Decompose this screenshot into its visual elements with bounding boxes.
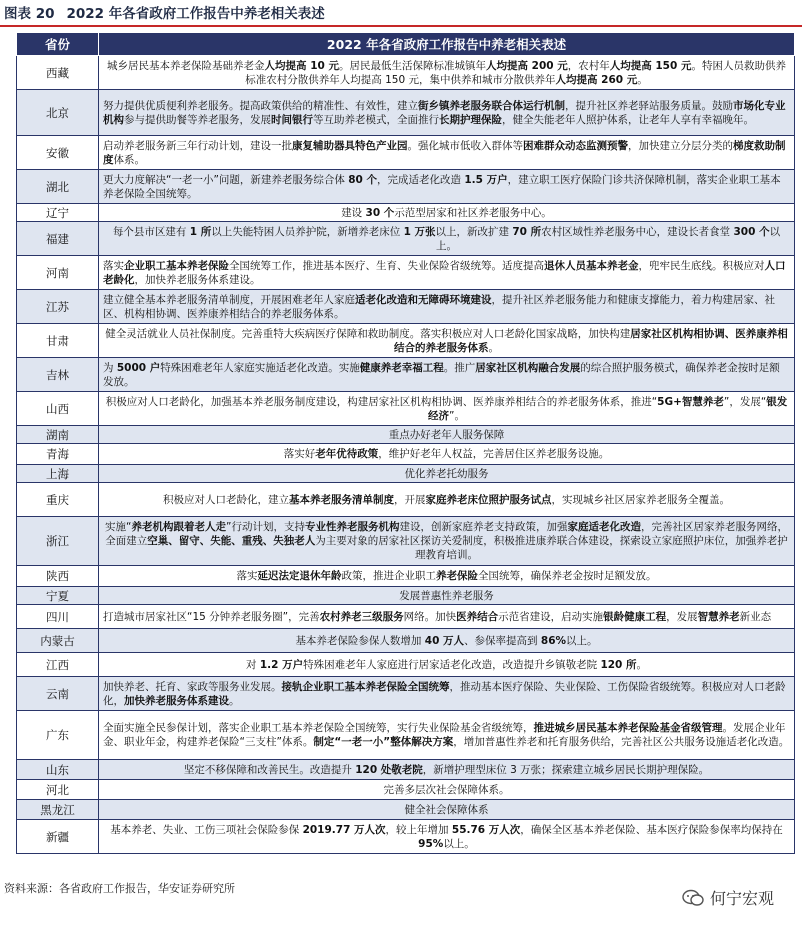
highlight-text: 街乡镇养老服务联合体运行机制 [418,99,565,112]
description-text: 。 [229,694,240,707]
province-cell: 福建 [17,222,99,256]
description-text: 以上，新改扩建 [435,225,513,238]
description-text: 农村区域性养老服务中心，建设长者食堂 [541,225,734,238]
description-cell [99,170,795,204]
province-cell: 湖南 [17,426,99,444]
description-text: 以上。 [443,837,475,850]
table-row [17,653,795,677]
description-text: 努力提供优质便利养老服务。提高政策供给的精准性、有效性，建立 [103,99,418,112]
description-text: 基本养老、失业、工伤三项社会保险参保 [110,823,303,836]
table-row [17,800,795,820]
description-cell [99,290,795,324]
description-text: 、参保率提高到 [464,634,541,647]
description-text: 启动养老服务新三年行动计划，建设一批 [103,139,292,152]
description-text: ”行动计划，支持 [226,521,305,533]
highlight-text: 120 所 [600,658,637,671]
province-cell: 重庆 [17,483,99,517]
highlight-text: 120 处敬老院 [355,763,423,776]
province-cell: 广东 [17,711,99,760]
description-text: 积极应对人口老龄化，加强基本养老服务制度建设，构建居家社区机构相协调、医养康养相结合的养老服务体系，推进“ [105,395,658,408]
province-cell: 新疆 [17,820,99,854]
province-cell: 江苏 [17,290,99,324]
description-cell [99,711,795,760]
description-text: ，建立职工医疗保险门诊共济保障机制，落实企业职工基本养老保险全国统筹。 [103,173,781,200]
highlight-text: 医养结合 [456,610,499,623]
province-cell: 陕西 [17,566,99,587]
highlight-text: 企业职工基本养老保险 [124,259,229,272]
table-row [17,483,795,517]
description-cell [99,653,795,677]
table-row [17,629,795,653]
highlight-text: 1 所 [189,225,212,238]
description-text: ，加快建立分层分类的 [628,139,733,152]
highlight-text: 市场化专业机构 [103,99,786,126]
description-cell [99,324,795,358]
table-row [17,426,795,444]
highlight-text: 农村养老三级服务 [319,610,404,623]
highlight-text: 人均提高 260 元 [555,73,638,86]
province-cell: 四川 [17,605,99,629]
table-row [17,90,795,136]
province-cell: 辽宁 [17,204,99,222]
province-cell: 上海 [17,465,99,483]
highlight-text: 老年优待政策 [315,448,379,460]
highlight-text: 困难群众动态监测预警 [523,139,628,152]
highlight-text: 86% [540,634,567,647]
description-text: ，确保全区基本养老保险、基本医疗保险参保率均保持在 [520,823,783,836]
description-text: ，维护好老年人权益，完善居住区养老服务设施。 [378,448,610,460]
description-text: ”，发展“ [723,395,767,408]
province-cell: 江西 [17,653,99,677]
description-cell [99,444,795,465]
table-row [17,290,795,324]
highlight-text: 人均提高 200 元 [485,59,568,72]
description-text: ，开展 [394,493,426,506]
description-cell [99,204,795,222]
highlight-text: 加快养老服务体系建设 [124,694,229,707]
description-cell [99,90,795,136]
highlight-text: 40 万人 [424,634,465,647]
description-text: 打造城市居家社区“15 分钟养老服务圈”，完善 [103,610,320,623]
description-cell [99,392,795,426]
highlight-text: 30 个 [365,206,395,219]
province-cell: 内蒙古 [17,629,99,653]
description-text: 建设 [341,206,366,219]
description-text: ，实现城乡社区居家养老服务全覆盖。 [551,493,730,506]
description-text: ，较上年增加 [385,823,452,836]
province-cell: 吉林 [17,358,99,392]
highlight-text: 银龄健康工程 [603,610,667,623]
table-row [17,465,795,483]
description-cell [99,780,795,800]
wechat-icon [682,889,704,907]
description-text: 每个县市区建有 [112,225,190,238]
figure-title [4,4,798,24]
description-text: 建设，创新家庭养老支持政策，加强 [399,521,568,533]
table-row [17,780,795,800]
table-row [17,170,795,204]
highlight-text: 养老机构跟着老人走 [131,521,226,533]
description-text: 的综合照护服务模式，确保养老金按时足额发放。 [103,361,780,388]
table-row [17,711,795,760]
description-cell [99,605,795,629]
highlight-text: 80 个 [348,173,377,186]
description-text: 参与提供助餐等养老服务，发展 [124,113,271,126]
table-row [17,605,795,629]
description-text: 对 [245,658,260,671]
highlight-text: 1.5 万户 [464,173,508,186]
table-row [17,392,795,426]
table-row [17,204,795,222]
table-row [17,256,795,290]
description-text: 。居民最低生活保障标准城镇年 [338,59,486,72]
description-cell [99,629,795,653]
highlight-text: 养老保险 [436,570,478,582]
province-cell: 浙江 [17,517,99,566]
description-text: 。强化城市低收入群体等 [407,139,523,152]
description-text: 示范省建设，启动实施 [498,610,604,623]
description-text: ，健全失能老年人照护体系，让老年人享有幸福晚年。 [502,113,754,126]
description-cell [99,760,795,780]
description-text: 重点办好老年人服务保障 [388,428,505,441]
highlight-text: 家庭适老化改造 [567,521,641,533]
province-cell: 黑龙江 [17,800,99,820]
description-text: 网络。加快 [403,610,457,623]
description-text: 以上失能特困人员养护院，新增养老床位 [211,225,404,238]
description-text: 基本养老保险参保人数增加 [295,634,425,647]
figure-label: 图表 20 [4,6,55,22]
highlight-text: 银发经济 [428,395,788,422]
highlight-text: 延迟法定退休年龄 [257,570,342,582]
source-note: 资料来源：各省政府工作报告，华安证券研究所 [4,882,235,895]
highlight-text: 1 万张 [403,225,436,238]
table-row [17,587,795,605]
header-description: 2022 年各省政府工作报告中养老相关表述 [99,33,795,56]
province-cell: 甘肃 [17,324,99,358]
highlight-text: 5G+智慧养老 [657,395,724,408]
description-cell [99,222,795,256]
description-cell [99,566,795,587]
description-text: 。特困人员救助供养标准农村分散供养年人均提高 150 元，集中供养和城市分散供养年 [245,59,786,86]
description-text: 更大力度解决“一老一小”问题，新建养老服务综合体 [103,173,349,186]
province-cell: 青海 [17,444,99,465]
highlight-text: 推进城乡居民基本养老保险基金省级管理 [533,722,723,734]
description-text: 落实 [103,259,124,272]
highlight-text: 人均提高 150 元 [609,59,692,72]
highlight-text: 退休人员基本养老金 [544,259,639,272]
description-text: 城乡居民基本养老保险基础养老金 [107,59,265,72]
table-row [17,566,795,587]
description-text: 全国统筹，确保养老金按时足额发放。 [478,570,657,582]
highlight-text: 300 个 [733,225,770,238]
description-cell [99,426,795,444]
highlight-text: 1.2 万户 [259,658,304,671]
description-text: ，推动基本医疗保险、失业保险、工伤保险省级统筹。积极应对人口老龄化， [103,680,786,707]
description-text: 完善多层次社会保障体系。 [383,783,510,796]
description-text: 等互助养老模式，全面推行 [313,113,439,126]
table-row [17,324,795,358]
table-header-row [17,33,795,56]
highlight-text: 人口老龄化 [103,259,786,286]
highlight-text: 空巢、留守、失能、重残、失独老人 [147,535,316,547]
table-row [17,222,795,256]
description-text: 积极应对人口老龄化，建立 [163,493,289,506]
highlight-text: 55.76 万人次 [451,823,521,836]
highlight-text: 长期护理保险 [439,113,502,126]
description-text: 坚定不移保障和改善民生。改造提升 [183,763,356,776]
description-cell [99,483,795,517]
description-text: ，加快养老服务体系建设。 [134,273,261,286]
province-cell: 云南 [17,677,99,711]
description-text: 示范型居家和社区养老服务中心。 [394,206,552,219]
description-text: 健全灵活就业人员社保制度。完善重特大疾病医疗保障和救助制度。落实积极应对人口老龄化国家战略，加快构建 [105,327,631,340]
province-cell: 安徽 [17,136,99,170]
description-text: 特殊困难老年人家庭进行居家适老化改造，改造提升乡镇敬老院 [303,658,601,671]
description-cell [99,56,795,90]
highlight-text: 时间银行 [271,113,313,126]
province-cell: 北京 [17,90,99,136]
watermark-text: 何宁宏观 [709,889,774,908]
description-text: ，农村年 [567,59,610,72]
highlight-text: 梯度救助制度 [103,139,786,166]
highlight-text: 基本养老服务清单制度 [289,493,394,506]
highlight-text: 居家社区机构融合发展 [475,361,581,374]
description-cell [99,256,795,290]
description-text: 实施“ [105,521,132,533]
description-text: 全面实施全民参保计划，落实企业职工基本养老保险全国统筹，实行失业保险基金省级统筹， [103,722,534,734]
description-text: ，发展 [666,610,698,623]
province-cell: 湖北 [17,170,99,204]
table-row [17,358,795,392]
description-text: ，新增护理型床位 3 万张；探索建立城乡居民长期护理保险。 [422,763,710,776]
policy-table [16,32,795,854]
description-text: 建立健全基本养老服务清单制度，开展困难老年人家庭 [103,293,355,306]
description-text: ”。 [449,409,465,422]
description-text: 加快养老、托育、家政等服务业发展。 [103,680,282,693]
province-cell: 山西 [17,392,99,426]
province-cell: 西藏 [17,56,99,90]
header-province: 省份 [17,33,99,56]
description-text: 为 [103,361,117,374]
highlight-text: 适老化改造和无障碍环境建设 [355,293,492,306]
highlight-text: 95% [418,837,444,850]
description-cell [99,136,795,170]
province-cell: 山东 [17,760,99,780]
description-text: 为主要对象的居家社区探访关爱制度，积极推进康养联合体建设，探索设立家庭照护床位，加强养老护理教育培训。 [315,535,788,561]
province-cell: 河南 [17,256,99,290]
description-text: 以上。 [566,634,598,647]
description-cell [99,587,795,605]
description-text: 落实 [236,570,258,582]
table-row [17,56,795,90]
description-text: 以上。 [436,225,781,252]
description-text: 新业态 [739,610,772,623]
province-cell: 河北 [17,780,99,800]
description-text: 健全社会保障体系 [404,803,489,816]
highlight-text: 健康养老幸福工程 [359,361,444,374]
table-body [17,56,795,854]
table-row [17,820,795,854]
highlight-text: 接轨企业职工基本养老保险全国统筹 [281,680,450,693]
title-rule [0,25,802,27]
table-row [17,444,795,465]
description-cell [99,677,795,711]
description-text: 体系。 [113,153,145,166]
highlight-text: 居家社区机构相协调、医养康养相结合的养老服务体系 [394,327,788,354]
highlight-text: 5000 户 [116,361,161,374]
description-text: ，提升社区养老服务能力和健康支撑能力，着力构建居家、社区、机构相协调、医养康养相结合的养老服务体系。 [103,293,775,320]
description-text: 。 [637,73,648,86]
description-cell [99,517,795,566]
watermark [682,886,774,909]
description-text: 。推广 [443,361,476,374]
description-text: ，完善社区居家养老服务网络，全面建立 [105,521,788,547]
description-text: 。 [636,658,648,671]
province-cell: 宁夏 [17,587,99,605]
highlight-text: 70 所 [512,225,542,238]
description-cell [99,800,795,820]
description-text: 优化养老托幼服务 [404,467,489,480]
highlight-text: 康复辅助器具特色产业园 [292,139,408,152]
description-text: 特殊困难老年人家庭实施适老化改造。实施 [160,361,360,374]
table-row [17,136,795,170]
description-text: 全国统筹工作，推进基本医疗、生育、失业保险省级统筹。适度提高 [229,259,544,272]
description-text: ，兜牢民生底线。积极应对 [638,259,765,272]
figure-title-text: 2022 年各省政府工作报告中养老相关表述 [66,6,325,22]
description-text: 政策，推进企业职工 [341,570,436,582]
highlight-text: 制定“一老一小”整体解决方案 [313,736,454,748]
table-row [17,760,795,780]
description-cell [99,358,795,392]
description-text: 落实好 [283,448,316,460]
description-text: ，提升社区养老驿站服务质量。鼓励 [565,99,733,112]
description-text: ，增加普惠性养老和托育服务供给，完善社区公共服务设施适老化改造。 [453,736,790,748]
description-text: 。发展企业年金、职业年金，构建养老保险“三支柱”体系。 [103,722,786,748]
description-text: ，完成适老化改造 [377,173,465,186]
table-row [17,677,795,711]
highlight-text: 人均提高 10 元 [264,59,339,72]
description-cell [99,465,795,483]
description-text: 发展普惠性养老服务 [399,589,494,602]
description-text: 。 [488,341,499,354]
highlight-text: 2019.77 万人次 [302,823,386,836]
highlight-text: 智慧养老 [697,610,740,623]
highlight-text: 专业性养老服务机构 [304,521,400,533]
highlight-text: 家庭养老床位照护服务试点 [425,493,552,506]
description-cell [99,820,795,854]
table-row [17,517,795,566]
